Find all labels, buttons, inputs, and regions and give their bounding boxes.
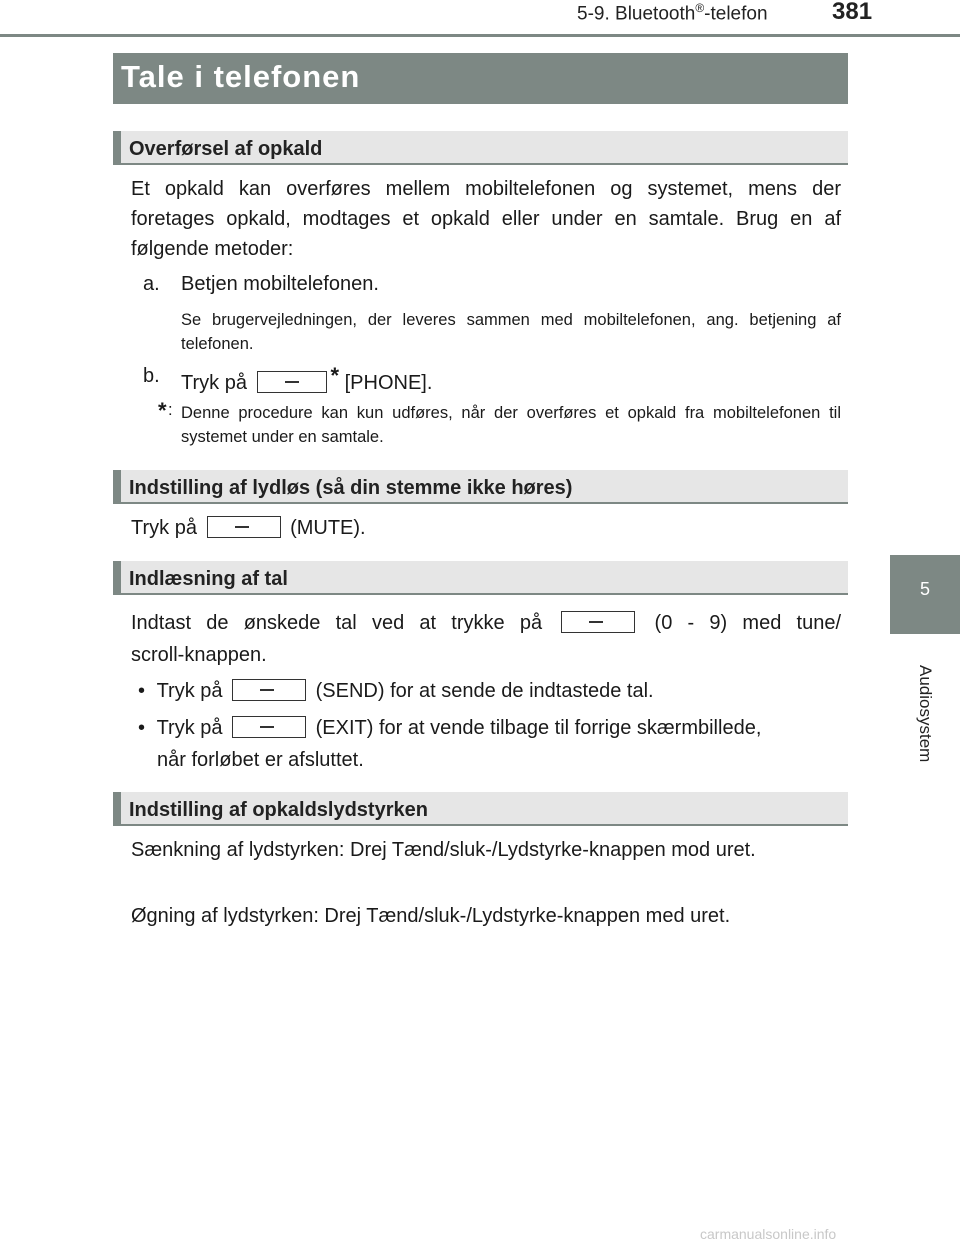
digit-screen-button bbox=[561, 611, 635, 633]
digits-suffix: (0 - 9) med tune/ bbox=[654, 612, 842, 634]
digits-prefix: Indtast de ønskede tal ved at trykke på bbox=[131, 612, 543, 634]
section-heading-text: Indstilling af opkaldslydstyrken bbox=[129, 799, 428, 821]
section-prefix: 5-9. Bluetooth bbox=[577, 3, 696, 25]
page-title: Tale i telefonen bbox=[121, 59, 361, 94]
list-marker: a. bbox=[143, 273, 160, 295]
section-heading-digits bbox=[113, 561, 848, 595]
footnote-star: * bbox=[330, 363, 340, 388]
list-marker: b. bbox=[143, 365, 160, 387]
list-item-a bbox=[143, 269, 843, 299]
exit-screen-button bbox=[232, 716, 306, 738]
list-item-suffix: [PHONE]. bbox=[344, 372, 433, 394]
exit-suffix: (EXIT) for at vende tilbage til forrige skærmbillede, bbox=[315, 717, 762, 739]
mute-prefix: Tryk på bbox=[131, 517, 197, 539]
bullet-send bbox=[138, 676, 654, 706]
phone-screen-button bbox=[257, 371, 327, 393]
watermark: carmanualsonline.info bbox=[700, 1226, 837, 1242]
send-prefix: Tryk på bbox=[156, 680, 223, 702]
transfer-intro: Et opkald kan overføres mellem mobiltelefonen og systemet, mens der foretages opkald, modtages et opkald eller under en samtale. Brug en af følgende metoder: bbox=[131, 178, 841, 260]
list-item-b bbox=[143, 361, 843, 398]
list-item-prefix: Tryk på bbox=[181, 372, 247, 394]
footnote-text: Denne procedure kan kun udføres, når der overføres et opkald fra mobiltelefonen til systemet under en samtale. bbox=[181, 404, 841, 446]
section-heading-transfer bbox=[113, 131, 848, 165]
chapter-label: Audiosystem bbox=[916, 665, 935, 763]
mute-screen-button bbox=[207, 516, 281, 538]
section-heading-text: Indstilling af lydløs (så din stemme ikke høres) bbox=[129, 477, 573, 499]
chapter-number: 5 bbox=[919, 579, 930, 599]
bullet-marker: • bbox=[138, 717, 146, 739]
registered-mark: ® bbox=[695, 1, 705, 15]
volume-decrease: Sænkning af lydstyrken: Drej Tænd/sluk-/Lydstyrke-knappen mod uret. bbox=[131, 839, 756, 861]
list-item-text: Betjen mobiltelefonen. bbox=[181, 273, 379, 295]
footnote-colon: : bbox=[168, 401, 173, 419]
send-suffix: (SEND) for at sende de indtastede tal. bbox=[315, 680, 654, 702]
volume-increase: Øgning af lydstyrken: Drej Tænd/sluk-/Lydstyrke-knappen med uret. bbox=[131, 905, 731, 927]
header-section-title bbox=[577, 1, 768, 25]
page-title-bar bbox=[113, 53, 848, 104]
section-heading-text: Indlæsning af tal bbox=[129, 568, 288, 590]
chapter-tab bbox=[890, 555, 960, 634]
header-rule bbox=[0, 34, 960, 37]
mute-instruction bbox=[131, 513, 366, 543]
section-heading-volume bbox=[113, 792, 848, 826]
exit-prefix: Tryk på bbox=[156, 717, 223, 739]
send-screen-button bbox=[232, 679, 306, 701]
section-heading-text: Overførsel af opkald bbox=[129, 138, 323, 160]
page-number: 381 bbox=[832, 0, 873, 25]
section-heading-mute bbox=[113, 470, 848, 504]
bullet-exit bbox=[138, 713, 761, 743]
digits-text-line1 bbox=[131, 608, 841, 638]
footnote-mark: * bbox=[158, 398, 167, 423]
digits-text-line2: scroll-knappen. bbox=[131, 644, 267, 666]
mute-suffix: (MUTE). bbox=[290, 517, 366, 539]
item-a-note: Se brugervejledningen, der leveres sammen med mobiltelefonen, ang. betjening af telefonen. bbox=[181, 311, 841, 353]
bullet-marker: • bbox=[138, 680, 146, 702]
exit-line2: når forløbet er afsluttet. bbox=[157, 749, 364, 771]
section-suffix: -telefon bbox=[704, 3, 768, 25]
